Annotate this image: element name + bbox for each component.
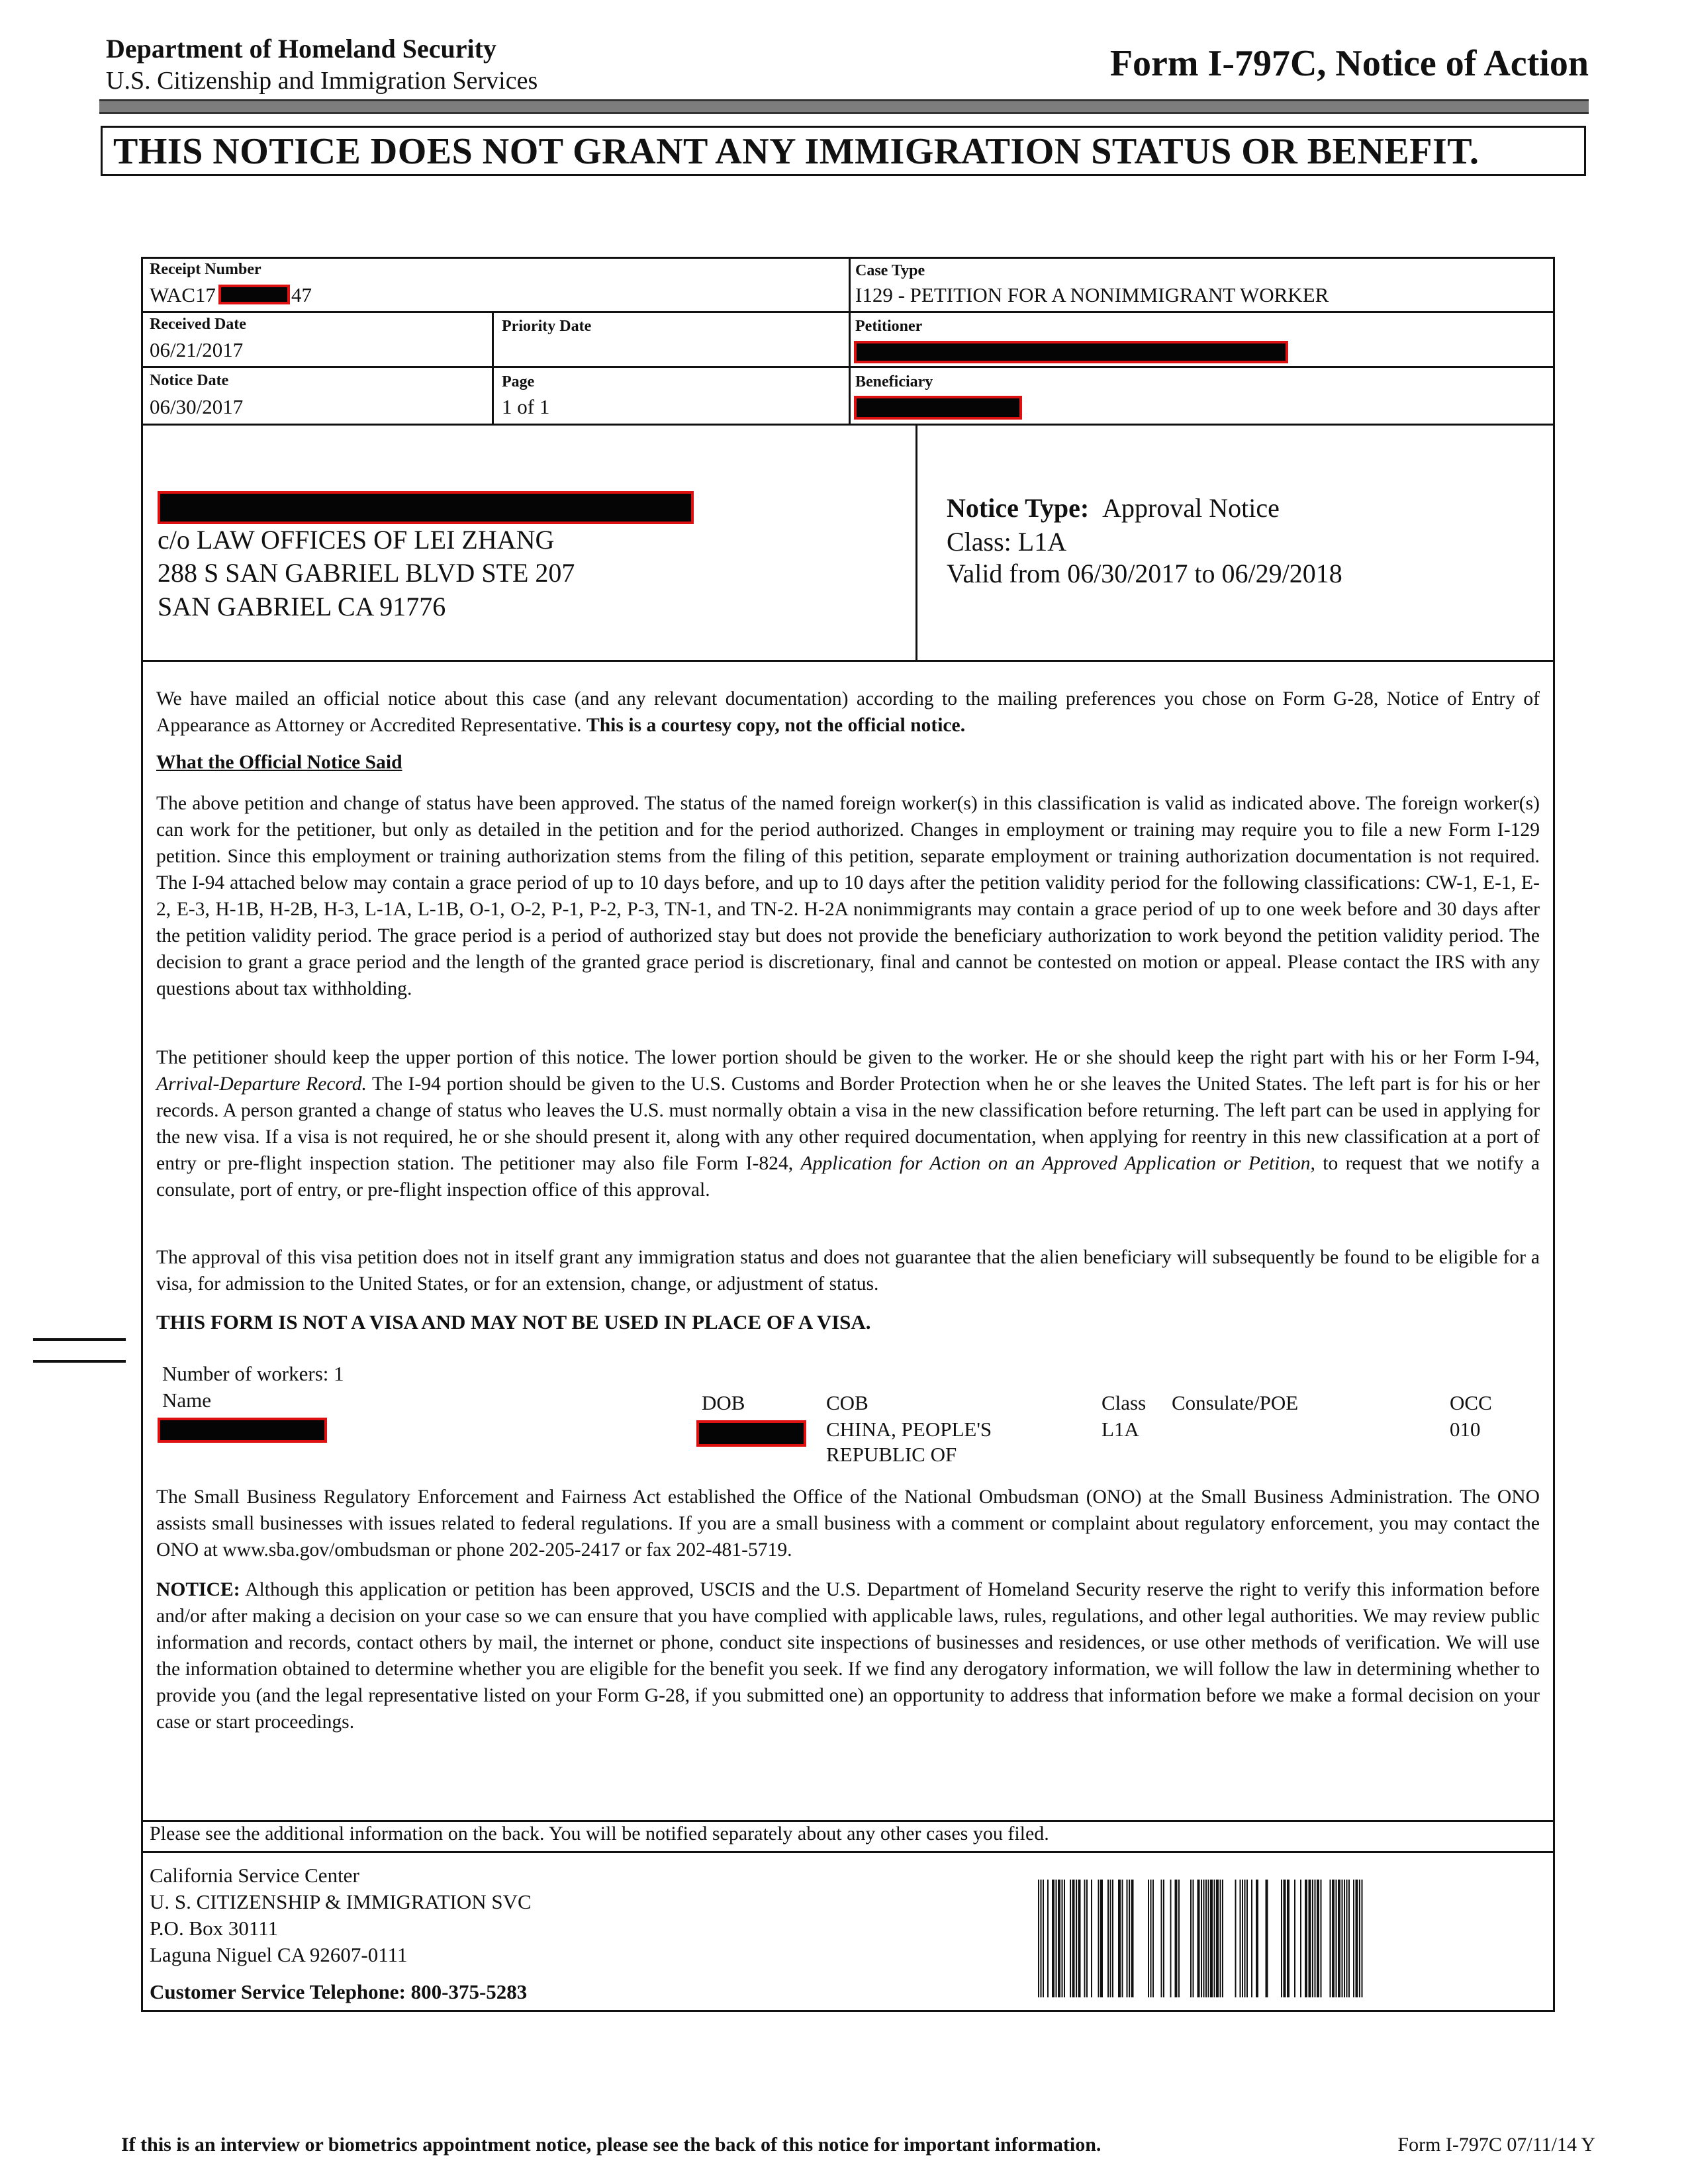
barcode-bar (1287, 1880, 1289, 1997)
barcode-bar (1210, 1880, 1213, 1997)
barcode-bar (1076, 1880, 1077, 1997)
sba-paragraph: The Small Business Regulatory Enforcement and Fairness Act established the Office of the National Ombudsman (ONO) at the Small Business Administration. The ONO assists small businesses with issues related to federal regulations. If you are a small business with a comment or complaint about regulatory enforcement, you may contact the ONO at www.sba.gov/ombudsman or phone 202-205-2417 or fax 202-481-5719. (156, 1486, 1540, 1561)
approval-paragraph: The above petition and change of status have been approved. The status of the named foreign worker(s) in this classification is valid as indicated above. The foreign worker(s) can work for the petitioner, but only as detailed in the petition and for the period authorized. Changes in employment or training may require you to file a new Form I-129 petition. Since this employment or training authorization stems from the filing of this petition, separate employment or training authorization documentation is not required. The I-94 attached below may contain a grace period of up to 10 days before, and up to 10 days after the petition validity period for the following classifications: CW-1, E-1, E-2, E-3, H-1B, H-2B, H-3, L-1A, L-1B, O-1, O-2, P-1, P-2, P-3, TN-1, and TN-2. H-2A nonimmigrants may contain a grace period of up to one week before and 30 days after the petition validity period. The grace period is a period of authorized stay but does not provide the beneficiary authorization to work beyond the petition validity period. The decision to grant a grace period and the length of the granted grace period is discretionary, final and cannot be contested on motion or appeal. Please contact the IRS with any questions about tax withholding. (156, 793, 1540, 999)
text-span: to request that we notify a consulate, port of entry, or pre-flight inspection office of this approval. (156, 1153, 1540, 1201)
service-center-pobox: P.O. Box 30111 (150, 1917, 279, 1940)
divider (849, 257, 851, 424)
divider (141, 1851, 1555, 1853)
occ-value: 010 (1450, 1418, 1481, 1441)
barcode-bar (1300, 1880, 1301, 1997)
col-occ: OCC (1450, 1391, 1492, 1414)
col-consulate: Consulate/POE (1172, 1391, 1299, 1414)
header-rule (99, 99, 1589, 114)
barcode-bar (1205, 1880, 1207, 1997)
barcode-bar (1038, 1880, 1039, 1997)
barcode-bar (1294, 1880, 1295, 1997)
warning-banner: THIS NOTICE DOES NOT GRANT ANY IMMIGRATION STATUS OR BENEFIT. (101, 126, 1586, 176)
barcode-bar (1220, 1880, 1221, 1997)
barcode-bar (1041, 1880, 1042, 1997)
barcode-bar (1214, 1880, 1215, 1997)
service-center-city: Laguna Niguel CA 92607-0111 (150, 1943, 408, 1966)
divider (141, 1820, 1555, 1822)
col-name: Name (162, 1388, 212, 1412)
margin-mark (33, 1360, 126, 1363)
barcode-bar (1150, 1880, 1152, 1997)
intro-paragraph (156, 686, 1540, 739)
col-cob: COB (826, 1391, 868, 1414)
service-center: California Service Center (150, 1864, 359, 1887)
barcode-bar (1047, 1880, 1049, 1997)
barcode-bar (1056, 1880, 1057, 1997)
redaction-box (158, 491, 694, 524)
priority-date-label: Priority Date (502, 318, 592, 335)
barcode-bar (1342, 1880, 1343, 1997)
courtesy-copy-note: This is a courtesy copy, not the official notice. (586, 715, 966, 736)
not-a-visa-warning: THIS FORM IS NOT A VISA AND MAY NOT BE USED IN PLACE OF A VISA. (156, 1310, 871, 1334)
notice-type-label: Notice Type: (947, 493, 1090, 523)
barcode-bar (1336, 1880, 1337, 1997)
receipt-number-label: Receipt Number (150, 261, 261, 278)
barcode-bar (1312, 1880, 1313, 1997)
case-type-value: I129 - PETITION FOR A NONIMMIGRANT WORKER (855, 283, 1329, 306)
text-span: Arrival-Departure Record. (156, 1073, 367, 1095)
form-edition: Form I-797C 07/11/14 Y (1397, 2134, 1595, 2156)
barcode-bar (1190, 1880, 1192, 1997)
barcode-bar (1281, 1880, 1282, 1997)
barcode-bar (1131, 1880, 1134, 1997)
customer-service-phone: Customer Service Telephone: 800-375-5283 (150, 1980, 528, 2003)
notice-type (947, 492, 1280, 523)
section-heading: What the Official Notice Said (156, 752, 402, 773)
redaction-box (854, 341, 1288, 363)
divider (141, 366, 1555, 368)
barcode-bar (1112, 1880, 1113, 1997)
margin-mark (33, 1338, 126, 1341)
barcode-bar (1203, 1880, 1205, 1997)
barcode-bar (1305, 1880, 1307, 1997)
redaction-box (218, 285, 290, 304)
redaction-box (158, 1418, 327, 1443)
barcode-bar (1284, 1880, 1286, 1997)
redaction-box (696, 1420, 806, 1447)
page-value: 1 of 1 (502, 395, 550, 418)
barcode-bar (1175, 1880, 1178, 1997)
barcode-bar (1072, 1880, 1075, 1997)
col-class: Class (1102, 1391, 1147, 1414)
barcode (1038, 1880, 1364, 1997)
barcode-bar (1078, 1880, 1081, 1997)
divider (915, 424, 917, 660)
notice-type-value: Approval Notice (1102, 493, 1280, 523)
agency-name: Department of Homeland Security (106, 34, 496, 64)
barcode-bar (1235, 1880, 1237, 1997)
barcode-bar (1122, 1880, 1123, 1997)
barcode-bar (1107, 1880, 1109, 1997)
barcode-bar (1178, 1880, 1180, 1997)
service-center-agency: U. S. CITIZENSHIP & IMMIGRATION SVC (150, 1890, 532, 1913)
cob-value: REPUBLIC OF (826, 1443, 957, 1466)
barcode-bar (1240, 1880, 1241, 1997)
barcode-bar (1317, 1880, 1319, 1997)
barcode-bar (1062, 1880, 1063, 1997)
form-title: Form I-797C, Notice of Action (1109, 43, 1589, 84)
address-line: 288 S SAN GABRIEL BLVD STE 207 (158, 558, 575, 588)
barcode-bar (1362, 1880, 1363, 1997)
barcode-bar (1086, 1880, 1088, 1997)
barcode-bar (1246, 1880, 1248, 1997)
barcode-bar (1091, 1880, 1092, 1997)
beneficiary-label: Beneficiary (855, 373, 933, 390)
cob-value: CHINA, PEOPLE'S (826, 1418, 992, 1441)
barcode-bar (1084, 1880, 1086, 1997)
divider (141, 424, 1555, 426)
barcode-bar (1251, 1880, 1252, 1997)
notice-label: NOTICE: (156, 1579, 240, 1600)
case-type-label: Case Type (855, 262, 925, 279)
barcode-bar (1242, 1880, 1243, 1997)
barcode-bar (1222, 1880, 1223, 1997)
barcode-bar (1332, 1880, 1335, 1997)
receipt-number-suffix: 47 (291, 283, 312, 306)
barcode-bar (1058, 1880, 1060, 1997)
intro-text: We have mailed an official notice about this case (and any relevant documentation) according to the mailing preferences you chose on Form G-28, Notice of Entry of Appearance as Attorney or Accredited Representative. (156, 688, 1540, 736)
notice-text: Although this application or petition has been approved, USCIS and the U.S. Department of Homeland Security reserve the right to verify this information before and/or after making a decision on your case so we can ensure that you have complied with applicable laws, rules, regulations, and other legal authorities. We may review public information and records, contact others by mail, the internet or phone, conduct site inspections of businesses and residences, or use other methods of verification. We will use the information obtained to determine whether you are eligible for the benefit you seek. If we find any derogatory information, we will follow the law in determining whether to provide you (and the legal representative listed on your Form G-28, if you submitted one) an opportunity to address that information before we make a formal decision on your case or start proceedings. (156, 1579, 1540, 1733)
barcode-bar (1344, 1880, 1345, 1997)
disclaimer-paragraph: The approval of this visa petition does not in itself grant any immigration status and does not guarantee that the alien beneficiary will subsequently be found to be eligible for a visa, for admission to the United States, or for an extension, change, or adjustment of status. (156, 1247, 1540, 1295)
additional-info-note: Please see the additional information on the back. You will be notified separately about any other cases you filed. (150, 1823, 1049, 1844)
barcode-bar (1070, 1880, 1071, 1997)
barcode-bar (1100, 1880, 1103, 1997)
barcode-bar (1216, 1880, 1219, 1997)
barcode-bar (1309, 1880, 1311, 1997)
text-span: The I-94 portion should be given to the U.S. Customs and Border Protection when he or she leaves the United States. The left part is for his or her records. A person granted a change of status who leaves the U.S. must normally obtain a visa in the new classification before returning. The left part can be used in applying for the new visa. If a visa is not required, he or she should present it, along with any other required documentation, when applying for reentry in this new classification at a port of entry or pre-flight inspection station. The petitioner may also file Form I-824, (156, 1073, 1540, 1174)
barcode-bar (1129, 1880, 1130, 1997)
agency-subtitle: U.S. Citizenship and Immigration Services (106, 67, 538, 95)
barcode-bar (1348, 1880, 1350, 1997)
barcode-bar (1244, 1880, 1246, 1997)
barcode-bar (1161, 1880, 1162, 1997)
biometrics-note: If this is an interview or biometrics appointment notice, please see the back of this notice for important information. (121, 2134, 1102, 2156)
divider (492, 311, 494, 424)
instructions-paragraph (156, 1044, 1540, 1203)
petitioner-label: Petitioner (855, 318, 923, 335)
class-value: L1A (1102, 1418, 1139, 1441)
text-span: The petitioner should keep the upper portion of this notice. The lower portion should be given to the worker. He or she should keep the right part with his or her Form I-94, (156, 1047, 1540, 1068)
barcode-bar (1118, 1880, 1121, 1997)
barcode-bar (1338, 1880, 1340, 1997)
barcode-bar (1315, 1880, 1316, 1997)
received-date-value: 06/21/2017 (150, 338, 244, 361)
verification-notice (156, 1576, 1540, 1735)
barcode-bar (1256, 1880, 1258, 1997)
barcode-bar (1208, 1880, 1209, 1997)
notice-class: Class: L1A (947, 527, 1067, 557)
receipt-number-prefix: WAC17 (150, 283, 216, 306)
received-date-label: Received Date (150, 316, 246, 333)
divider (141, 660, 1555, 662)
barcode-bar (1353, 1880, 1354, 1997)
barcode-bar (1043, 1880, 1044, 1997)
barcode-bar (1170, 1880, 1172, 1997)
barcode-bar (1356, 1880, 1358, 1997)
barcode-bar (1359, 1880, 1360, 1997)
validity-period: Valid from 06/30/2017 to 06/29/2018 (947, 559, 1342, 588)
divider (141, 311, 1555, 313)
barcode-bar (1197, 1880, 1200, 1997)
notice-date-label: Notice Date (150, 372, 229, 389)
address-line: c/o LAW OFFICES OF LEI ZHANG (158, 525, 555, 555)
barcode-bar (1127, 1880, 1128, 1997)
redaction-box (854, 396, 1022, 420)
barcode-bar (1064, 1880, 1065, 1997)
barcode-bar (1266, 1880, 1268, 1997)
barcode-bar (1148, 1880, 1149, 1997)
barcode-bar (1201, 1880, 1202, 1997)
barcode-bar (1052, 1880, 1055, 1997)
worker-count: Number of workers: 1 (162, 1362, 344, 1385)
barcode-bar (1098, 1880, 1100, 1997)
barcode-bar (1330, 1880, 1331, 1997)
col-dob: DOB (702, 1391, 745, 1414)
address-line: SAN GABRIEL CA 91776 (158, 592, 446, 621)
barcode-bar (1110, 1880, 1111, 1997)
barcode-bar (1163, 1880, 1164, 1997)
notice-date-value: 06/30/2017 (150, 395, 244, 418)
text-span: Application for Action on an Approved Application or Petition, (800, 1153, 1315, 1174)
barcode-bar (1321, 1880, 1322, 1997)
page-label: Page (502, 373, 535, 390)
barcode-bar (1346, 1880, 1348, 1997)
barcode-bar (1193, 1880, 1194, 1997)
barcode-bar (1152, 1880, 1154, 1997)
